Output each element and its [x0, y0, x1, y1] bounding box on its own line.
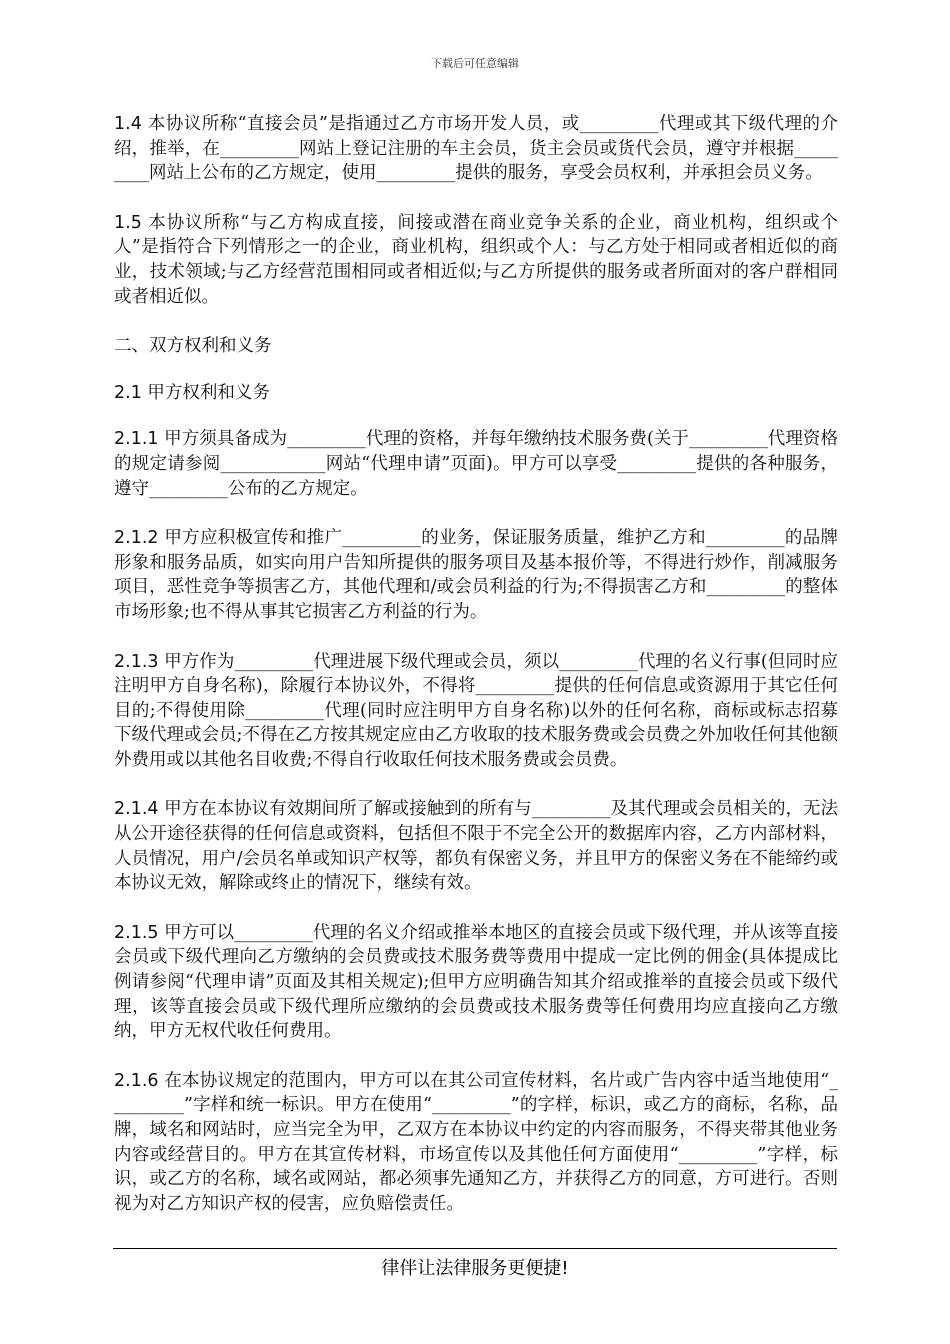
- footer-slogan: 律伴让法律服务更便捷!: [381, 1258, 569, 1279]
- document-body: [114, 112, 838, 1241]
- clause-2-1-3: [114, 650, 838, 773]
- subsection-heading-2-1: [114, 381, 838, 406]
- clause-number: 2.1: [114, 382, 142, 403]
- clause-number: 1.4: [114, 114, 142, 134]
- clause-number: 2.1.4: [114, 799, 159, 820]
- clause-text: 本协议所称“直接会员”是指通过乙方市场开发人员，或_________代理或其下级代理的介绍，推举，在_________网站上登记注册的车主会员，货主会员或货代会员，遵守并根据_________网站上公布的乙方规定，使用_________提供的服务，享受会员权利，并承担会员义务。: [114, 114, 838, 184]
- clause-number: 2.1.2: [114, 528, 159, 549]
- clause-2-1-2: [114, 526, 838, 624]
- clause-text: 甲方作为_________代理进展下级代理或会员，须以_________代理的名义行事(但同时应注明甲方自身名称)，除履行本协议外，不得将_________提供的任何信息或资源用于其它任何目的;不得使用除_________代理(同时应注明甲方自身名称)以外的任何名称，商标或标志招募下级代理或会员;不得在乙方按其规定应由乙方收取的技术服务费或会员费之外加收任何其他额外费用或以其他名目收费;不得自行收取任何技术服务费或会员费。: [114, 651, 838, 770]
- clause-text: 甲方须具备成为_________代理的资格，并每年缴纳技术服务费(关于_________代理资格的规定请参阅____________网站“代理申请”页面)。甲方可以享受_________提供的各种服务，遵守_________公布的乙方规定。: [114, 429, 838, 499]
- section-heading: [114, 334, 838, 359]
- clause-number: 2.1.5: [114, 922, 159, 943]
- clause-2-1-4: [114, 797, 838, 895]
- section-heading-text: 二、双方权利和义务: [114, 336, 272, 357]
- clause-2-1-1: [114, 427, 838, 501]
- clause-number: 2.1.3: [114, 651, 159, 672]
- clause-text: 本协议所称“与乙方构成直接，间接或潜在商业竞争关系的企业，商业机构，组织或个人”是指符合下列情形之一的企业，商业机构，组织或个人：与乙方处于相同或者相近似的商业，技术领域;与乙方经营范围相同或者相近似;与乙方所提供的服务或者所面对的客户群相同或者相近似。: [114, 212, 838, 307]
- footer-divider: [113, 1248, 837, 1249]
- clause-2-1-6: [114, 1069, 838, 1217]
- clause-text: 甲方在本协议有效期间所了解或接触到的所有与_________及其代理或会员相关的，无法从公开途径获得的任何信息或资料，包括但不限于不完全公开的数据库内容，乙方内部材料，人员情况，用户/会员名单或知识产权等，都负有保密义务，并且甲方的保密义务在不能缔约或本协议无效，解除或终止的情况下，继续有效。: [114, 799, 838, 894]
- page-header: 下载后可任意编辑: [431, 57, 519, 70]
- clause-1-4: [114, 112, 838, 186]
- clause-number: 1.5: [114, 212, 142, 233]
- clause-number: 2.1.1: [114, 429, 159, 450]
- clause-number: 2.1.6: [114, 1070, 159, 1091]
- clause-text: 甲方应积极宣传和推广_________的业务，保证服务质量，维护乙方和_________的品牌形象和服务品质，如实向用户告知所提供的服务项目及基本报价等，不得进行炒作，削减服务项目，恶性竞争等损害乙方，其他代理和/或会员利益的行为;不得损害乙方和_________的整体市场形象;也不得从事其它损害乙方利益的行为。: [114, 528, 838, 622]
- clause-text: 甲方可以_________代理的名义介绍或推举本地区的直接会员或下级代理，并从该等直接会员或下级代理向乙方缴纳的会员费或技术服务费等费用中提成一定比例的佣金(具体提成比例请参阅“代理申请”页面及其相关规定);但甲方应明确告知其介绍或推举的直接会员或下级代理，该等直接会员或下级代理所应缴纳的会员费或技术服务费等任何费用均应直接向乙方缴纳，甲方无权代收任何费用。: [114, 922, 838, 1042]
- subsection-heading-text: 甲方权利和义务: [141, 382, 270, 403]
- clause-text: 在本协议规定的范围内，甲方可以在其公司宣传材料，名片或广告内容中适当地使用“_________”字样和统一标识。甲方在使用“_________”的字样，标识，或乙方的商标，名称，品牌，域名和网站时，应当完全为甲，乙双方在本协议中约定的内容而服务，不得夹带其他业务内容或经营目的。甲方在其宣传材料，市场宣传以及其他任何方面使用“_________”字样，标识，或乙方的名称，域名或网站，都必须事先通知乙方，并获得乙方的同意，方可进行。否则视为对乙方知识产权的侵害，应负赔偿责任。: [114, 1070, 838, 1214]
- clause-2-1-5: [114, 921, 838, 1044]
- clause-1-5: [114, 211, 838, 309]
